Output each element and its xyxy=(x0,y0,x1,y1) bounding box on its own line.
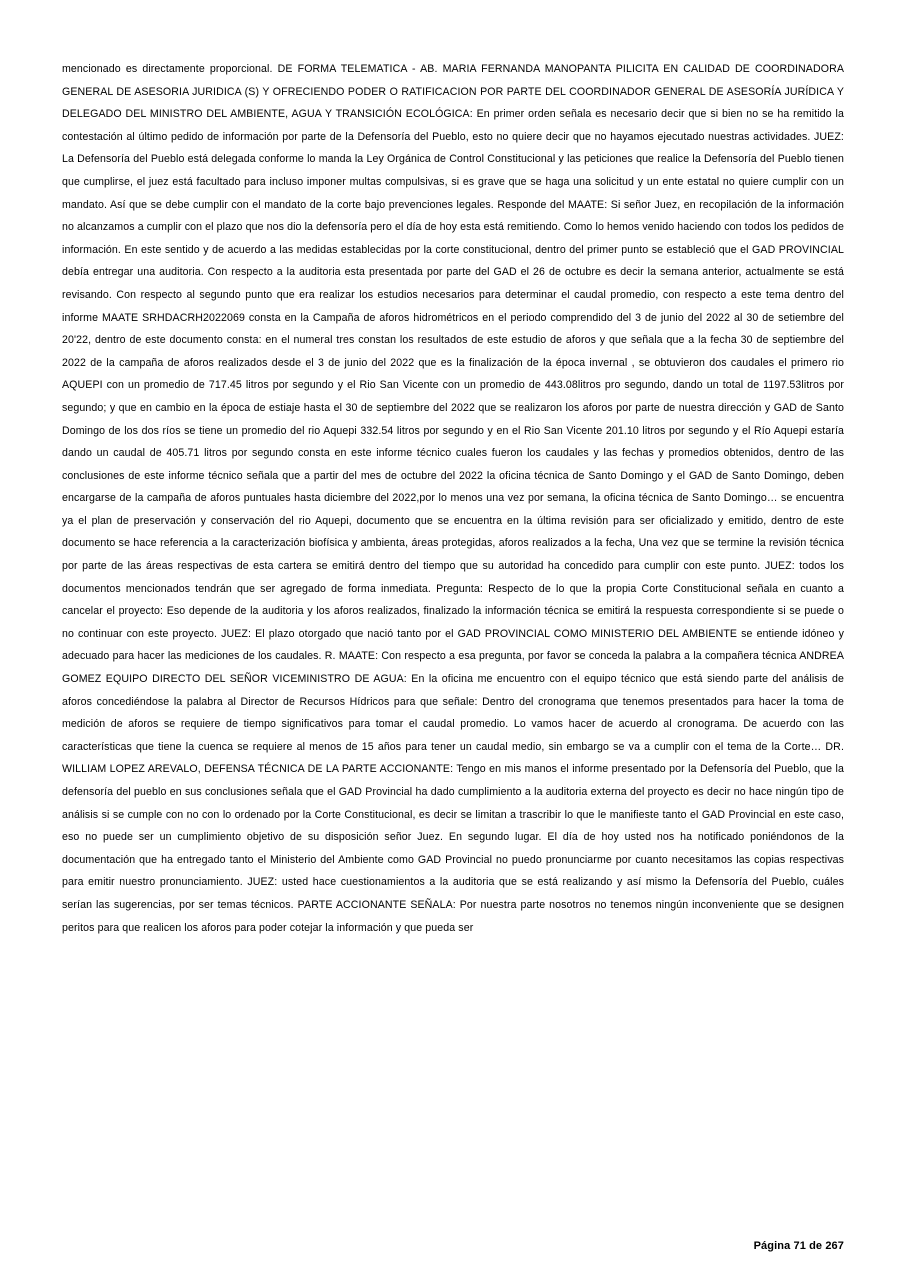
body-paragraph: mencionado es directamente proporcional. DE FORMA TELEMATICA - AB. MARIA FERNANDA MANOPANTA PILICITA EN CALIDAD DE COORDINADORA GENERAL DE ASESORIA JURIDICA (S) Y OFRECIENDO PODER O RATIFICACION POR PARTE DEL COORDINADOR GENERAL DE ASESORÍA JURÍDICA Y DELEGADO DEL MINISTRO DEL AMBIENTE, AGUA Y TRANSICIÓN ECOLÓGICA: En primer orden señala es necesario decir que si bien no se ha remitido la contestación al último pedido de información por parte de la Defensoría del Pueblo, esto no quiere decir que no hayamos ejecutado nuestras actividades. JUEZ: La Defensoría del Pueblo está delegada conforme lo manda la Ley Orgánica de Control Constitucional y las peticiones que realice la Defensoría del Pueblo tienen que cumplirse, el juez está facultado para incluso imponer multas compulsivas, si es grave que se haga una solicitud y un ente estatal no quiere cumplir con un mandato. Así que se debe cumplir con el mandato de la corte bajo prevenciones legales. Responde del MAATE: Si señor Juez, en recopilación de la información no alcanzamos a cumplir con el plazo que nos dio la defensoría pero el día de hoy esta está remitiendo. Como lo hemos venido haciendo con todos los pedidos de información. En este sentido y de acuerdo a las medidas establecidas por la corte constitucional, dentro del primer punto se estableció que el GAD PROVINCIAL debía entregar una auditoria. Con respecto a la auditoria esta presentada por parte del GAD el 26 de octubre es decir la semana anterior, actualmente se está revisando. Con respecto al segundo punto que era realizar los estudios necesarios para determinar el caudal promedio, con respecto a este tema dentro del informe MAATE SRHDACRH2022069 consta en la Campaña de aforos hidrométricos en el periodo comprendido del 3 de junio del 2022 al 30 de setiembre del 20'22, dentro de este documento consta: en el numeral tres constan los resultados de este estudio de aforos y que señala que a la fecha 30 de septiembre del 2022 de la campaña de aforos realizados desde el 3 de junio del 2022 que es la finalización de la época invernal , se obtuvieron dos caudales el primero rio AQUEPI con un promedio de 717.45 litros por segundo y el Rio San Vicente con un promedio de 443.08litros pro segundo, dando un total de 1197.53litros por segundo; y que en cambio en la época de estiaje hasta el 30 de septiembre del 2022 que se realizaron los aforos por parte de nuestra dirección y GAD de Santo Domingo de los dos ríos se tiene un promedio del rio Aquepi 332.54 litros por segundo y en el Rio San Vicente 201.10 litros por segundo y el Río Aquepi estaría dando un caudal de 405.71 litros por segundo consta en este informe técnico cuales fueron los caudales y las fechas y promedios obtenidos, dentro de las conclusiones de este informe técnico señala que a partir del mes de octubre del 2022 la oficina técnica de Santo Domingo y el GAD de Santo Domingo, deben encargarse de la campaña de aforos puntuales hasta diciembre del 2022,por lo menos una vez por semana, la oficina técnica de Santo Domingo… se encuentra ya el plan de preservación y conservación del rio Aquepi, documento que se encuentra en la última revisión para ser oficializado y emitido, dentro de este documento se hace referencia a la caracterización biofísica y ambienta, áreas protegidas, aforos realizados a la fecha, Una vez que se termine la revisión técnica por parte de las áreas respectivas de esta cartera se emitirá dentro del tiempo que su autoridad ha concedido para cumplir con este punto. JUEZ: todos los documentos mencionados tendrán que ser agregado de forma inmediata. Pregunta: Respecto de lo que la propia Corte Constitucional señala en cuanto a cancelar el proyecto: Eso depende de la auditoria y los aforos realizados, finalizado la información técnica se emitirá la respuesta correspondiente si se puede o no continuar con este proyecto. JUEZ: El plazo otorgado que nació tanto por el GAD PROVINCIAL COMO MINISTERIO DEL AMBIENTE se entiende idóneo y adecuado para hacer las mediciones de los caudales. R. MAATE: Con respecto a esa pregunta, por favor se conceda la palabra a la compañera técnica ANDREA GOMEZ EQUIPO DIRECTO DEL SEÑOR VICEMINISTRO DE AGUA: En la oficina me encuentro con el equipo técnico que está siendo parte del análisis de aforos concediéndose la palabra al Director de Recursos Hídricos para que señale: Dentro del cronograma que tenemos presentados para hacer la toma de medición de aforos se requiere de tiempo significativos para tomar el caudal promedio. Lo vamos hacer de acuerdo al cronograma. De acuerdo con las características que tiene la cuenca se requiere al menos de 15 años para tener un caudal medio, sin embargo se va a cumplir con el tema de la Corte… DR. WILLIAM LOPEZ AREVALO, DEFENSA TÉCNICA DE LA PARTE ACCIONANTE: Tengo en mis manos el informe presentado por la Defensoría del Pueblo, que la defensoría del pueblo en sus conclusiones señala que el GAD Provincial ha dado cumplimiento a la auditoria externa del proyecto es decir no hace ningún tipo de análisis si se cumple con no con lo ordenado por la Corte Constitucional, es decir se limitan a trascribir lo que le manifieste tanto el GAD Provincial en este caso, eso no puede ser un cumplimiento objetivo de su disposición señor Juez. En segundo lugar. El día de hoy usted nos ha notificado poniéndonos de la documentación que ha entregado tanto el Ministerio del Ambiente como GAD Provincial no puedo pronunciarme por cuanto necesitamos las copias respectivas para emitir nuestro pronunciamiento. JUEZ: usted hace cuestionamientos a la auditoria que se está realizando y así mismo la Defensoría del Pueblo, cuáles serían las sugerencias, por ser temas técnicos. PARTE ACCIONANTE SEÑALA: Por nuestra parte nosotros no tenemos ningún inconveniente que se designen peritos para que realicen los aforos para poder cotejar la información y que pueda ser xyxy=(62,63,844,934)
page-footer: Página 71 de 267 xyxy=(753,1240,844,1252)
document-body xyxy=(62,58,844,939)
